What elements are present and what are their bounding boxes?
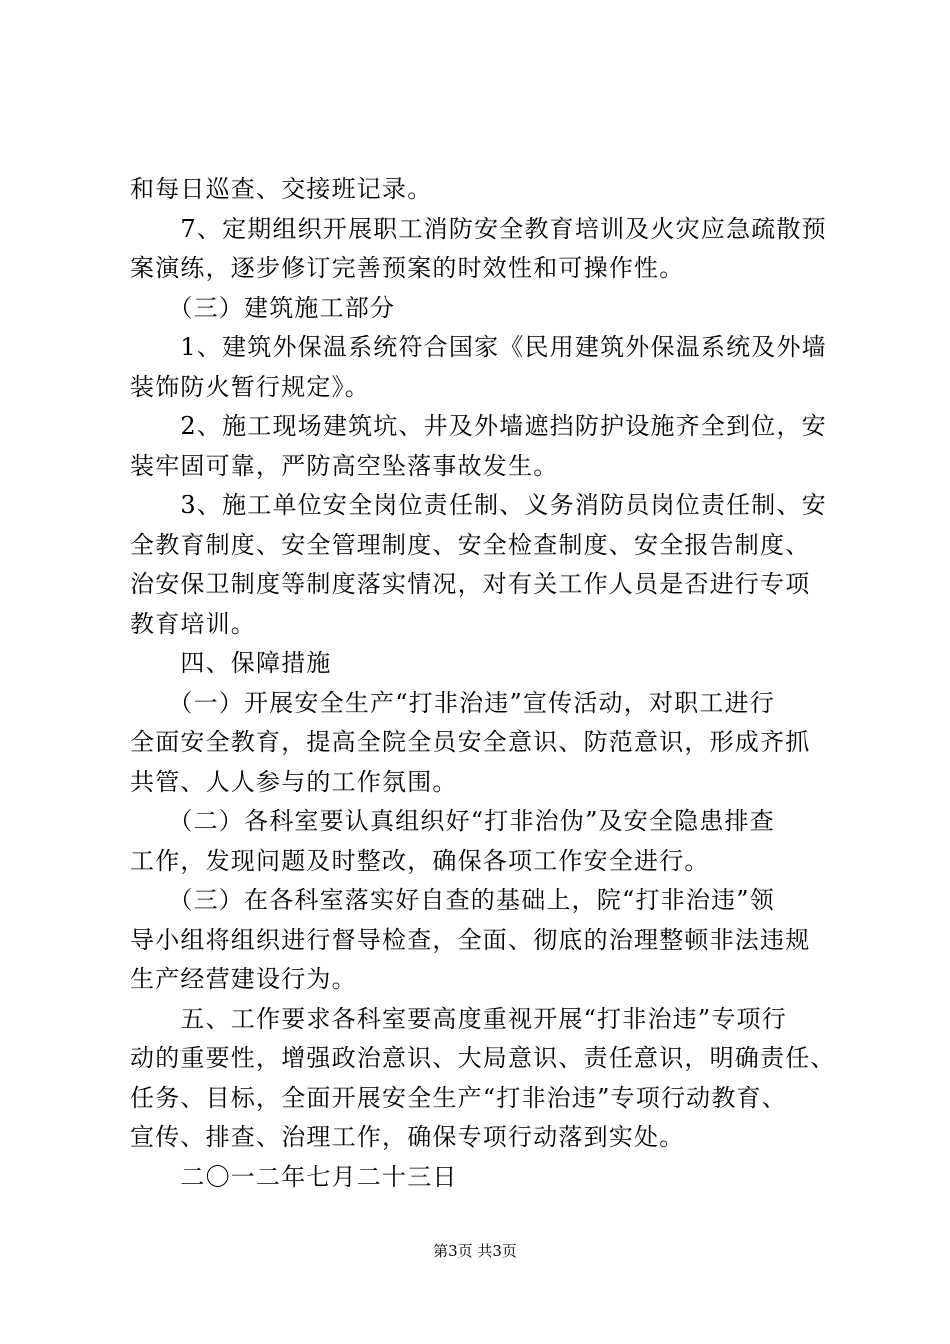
text-line: 装牢固可靠，严防高空坠落事故发生。: [130, 451, 559, 480]
text-line: 生产经营建设行为。: [130, 965, 357, 993]
section-heading: 四、保障措施: [130, 649, 332, 677]
text-line: 共管、人人参与的工作氛围。: [130, 767, 458, 796]
text-line: （二）各科室要认真组织好“打非治伪”及安全隐患排查: [130, 807, 775, 835]
text-line: 工作，发现问题及时整改，确保各项工作安全进行。: [130, 846, 710, 875]
section-heading: （三）建筑施工部分: [130, 293, 396, 322]
text-line: 3、施工单位安全岗位责任制、义务消防员岗位责任制、安: [130, 491, 827, 519]
document-body: [130, 170, 842, 1197]
document-date: 二〇一二年七月二十三日: [130, 1162, 458, 1191]
text-line: 宣传、排查、治理工作，确保专项行动落到实处。: [130, 1123, 685, 1151]
page-number-footer: 第3页 共3页: [433, 1242, 517, 1260]
text-line: 7、定期组织开展职工消防安全教育培训及火灾应急疏散预: [130, 214, 827, 243]
text-line: 2、施工现场建筑坑、井及外墙遮挡防护设施齐全到位，安: [130, 412, 827, 440]
text-line: 全教育制度、安全管理制度、安全检查制度、安全报告制度、: [130, 530, 811, 559]
text-line: （三）在各科室落实好自查的基础上，院“打非治违”领: [130, 886, 775, 914]
text-line: 任务、目标，全面开展安全生产“打非治违”专项行动教育、: [130, 1083, 787, 1112]
text-line: 1、建筑外保温系统符合国家《民用建筑外保温系统及外墙: [130, 333, 827, 361]
text-line: 五、工作要求各科室要高度重视开展“打非治违”专项行: [130, 1004, 787, 1033]
text-line: （一）开展安全生产“打非治违”宣传活动，对职工进行: [130, 688, 775, 717]
text-line: 全面安全教育，提高全院全员安全意识、防范意识，形成齐抓: [130, 728, 811, 756]
text-line: 案演练，逐步修订完善预案的时效性和可操作性。: [130, 254, 685, 282]
text-line: 和每日巡查、交接班记录。: [130, 175, 433, 203]
text-line: 导小组将组织进行督导检查，全面、彻底的治理整顿非法违规: [130, 925, 811, 954]
text-line: 动的重要性，增强政治意识、大局意识、责任意识，明确责任、: [130, 1044, 836, 1072]
text-line: 治安保卫制度等制度落实情况，对有关工作人员是否进行专项: [130, 570, 811, 598]
text-line: 教育培训。: [130, 609, 256, 638]
text-line: 装饰防火暂行规定》。: [130, 372, 370, 401]
